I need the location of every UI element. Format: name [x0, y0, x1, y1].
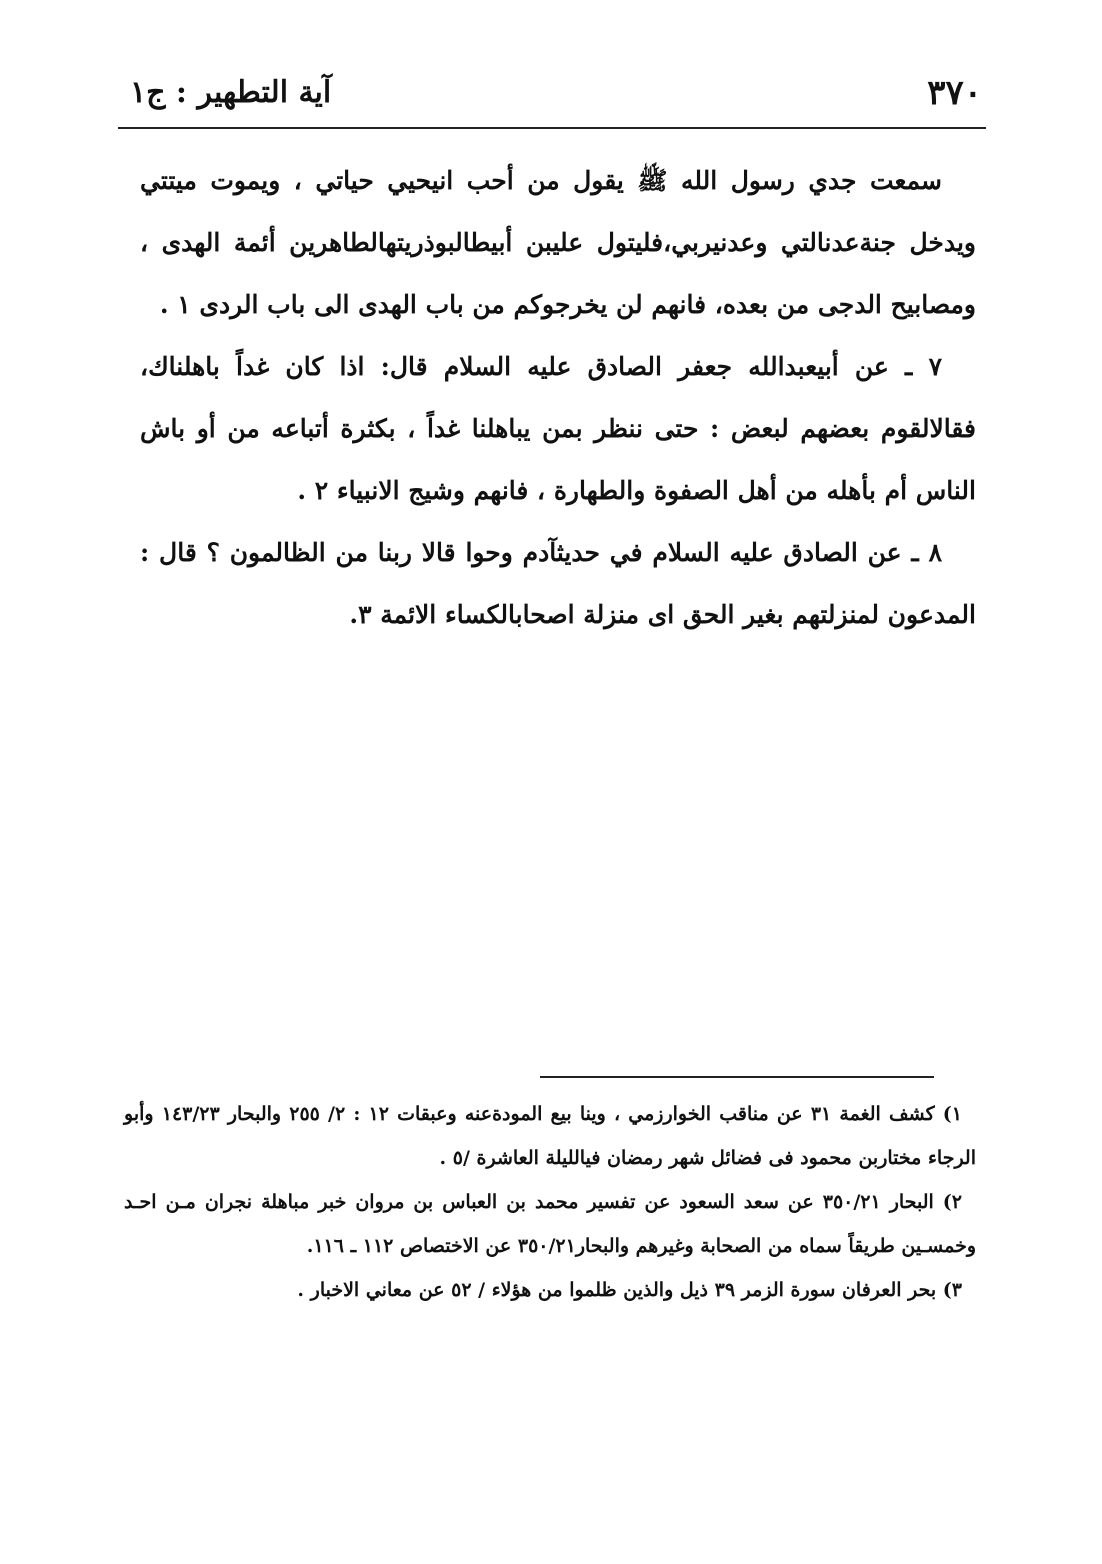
footnotes — [124, 1092, 976, 1312]
main-text — [140, 150, 976, 646]
footnote-3: ٣) بحر العرفان سورة الزمر ٣٩ ذيل والذين ظلموا من هؤلاء / ٥٢ عن معاني الاخبار . — [297, 1279, 962, 1301]
footnote-divider — [540, 1076, 934, 1078]
header-divider — [118, 127, 986, 129]
footnote-1: ١) كشف الغمة ٣١ عن مناقب الخوارزمي ، وينا بيع المودةعنه وعبقات ١٢ : ٢/ ٢٥٥ والبحار ١٤٣/٢٣ وأبو الرجاء مختاربن محمود فى فضائل شهر رمضان فيالليلة العاشرة /٥ . — [124, 1103, 976, 1169]
paragraph-hadith-continuation: سمعت جدي رسول الله ﷺ يقول من أحب انيحيي حياتي ، ويموت ميتتي ويدخل جنةعدنالتي وعدنيربي،فليتول عليبن أبيطالبوذريتهالطاهرين أئمة الهدى ، ومصابيح الدجى من بعده، فانهم لن يخرجوكم من باب الهدى الى باب الردى ١ . — [140, 166, 976, 319]
footnote-2: ٢) البحار ٣٥٠/٢١ عن سعد السعود عن تفسير محمد بن العباس بن مروان خبر مباهلة نجران مـن احـد وخمسـين طريقاً سماه من الصحابة وغيرهم والبحار٣٥٠/٢١ عن الاختصاص ١١٢ ـ ١١٦. — [124, 1191, 976, 1257]
page-header — [130, 68, 982, 118]
running-title: آية التطهير : ج١ — [130, 75, 332, 110]
paragraph-hadith-8: ٨ ـ عن الصادق عليه السلام في حديثآدم وحوا قالا ربنا من الظالمون ؟ قال : المدعون لمنزلتهم بغير الحق اى منزلة اصحابالكساء الائمة ٣. — [140, 538, 976, 629]
paragraph-hadith-7: ٧ ـ عن أبيعبدالله جعفر الصادق عليه السلام قال: اذا كان غداً باهلناك، فقالالقوم بعضهم لبعض : حتى ننظر بمن يباهلنا غداً ، بكثرة أتباعه من أو باش الناس أم بأهله من أهل الصفوة والطهارة ، فانهم وشيج الانبياء ٢ . — [140, 352, 976, 505]
page-number: ٣٧٠ — [927, 73, 982, 113]
